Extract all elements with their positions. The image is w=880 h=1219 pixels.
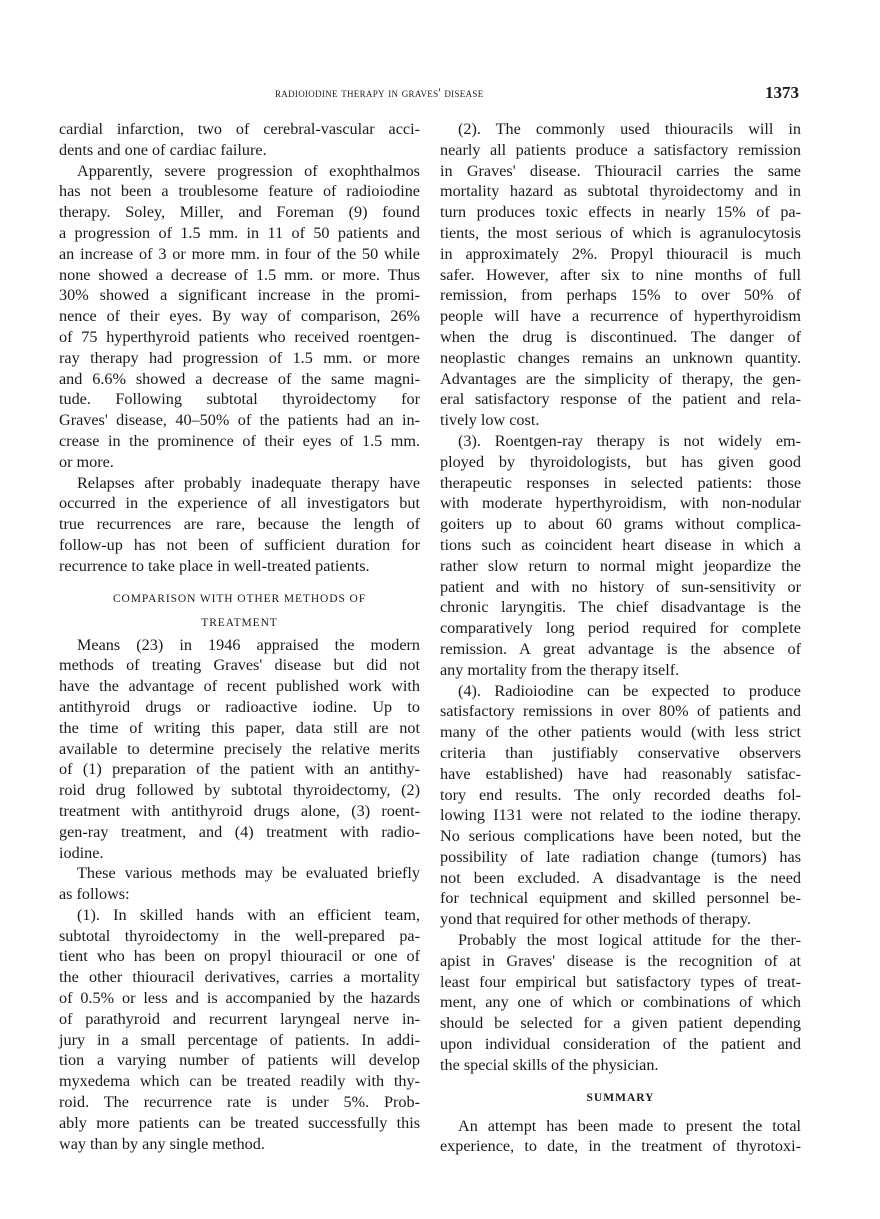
paragraph-relapses bbox=[59, 473, 420, 577]
text-line: roid drug followed by subtotal thyroidectomy, (2) bbox=[59, 781, 420, 800]
text-line: an increase of 3 or more mm. in four of the 50 while bbox=[59, 244, 420, 263]
text-line: possibility of late radiation change (tumors) has bbox=[440, 847, 801, 866]
text-line: therapy. Soley, Miller, and Foreman (9) found bbox=[59, 203, 420, 222]
text-line: satisfactory remissions in over 80% of patients and bbox=[440, 702, 801, 721]
text-line: tory end results. The only recorded deaths fol- bbox=[440, 785, 801, 804]
paragraph-means bbox=[59, 635, 420, 864]
text-line: jury in a small percentage of patients. In addi- bbox=[59, 1030, 420, 1049]
text-line: remission. A great advantage is the absence of bbox=[440, 639, 801, 658]
text-line: subtotal thyroidectomy in the well-prepared pa- bbox=[59, 926, 420, 945]
text-line: tients, the most serious of which is agranulocytosis bbox=[440, 223, 801, 242]
text-line: iodine. bbox=[59, 843, 104, 862]
section-heading-summary: SUMMARY bbox=[586, 1091, 655, 1104]
text-line: not been excluded. A disadvantage is the need bbox=[440, 868, 801, 887]
text-line: follow-up has not been of sufficient duration for bbox=[59, 535, 420, 554]
text-line: gen-ray treatment, and (4) treatment with radio- bbox=[59, 822, 420, 841]
text-line: Probably the most logical attitude for the ther- bbox=[458, 931, 801, 950]
section-heading-comparison bbox=[59, 587, 420, 635]
text-line: a progression of 1.5 mm. in 11 of 50 patients and bbox=[59, 223, 420, 242]
text-line: ment, any one of which or combinations of which bbox=[440, 993, 801, 1012]
text-line: tion a varying number of patients will develop bbox=[59, 1051, 420, 1070]
text-line: experience, to date, in the treatment of thyrotoxi- bbox=[440, 1137, 801, 1156]
text-line: recurrence to take place in well-treated patients. bbox=[59, 556, 370, 575]
text-line: Apparently, severe progression of exophthalmos bbox=[77, 161, 420, 180]
text-line: These various methods may be evaluated briefly bbox=[77, 864, 420, 883]
text-line: myxedema which can be treated readily with thy- bbox=[59, 1072, 420, 1091]
text-line: lowing I131 were not related to the iodine therapy. bbox=[440, 806, 801, 825]
text-line: (3). Roentgen-ray therapy is not widely em- bbox=[458, 431, 801, 450]
text-line: An attempt has been made to present the total bbox=[458, 1116, 801, 1135]
text-line: tient who has been on propyl thiouracil or one of bbox=[59, 947, 420, 966]
text-line: dents and one of cardiac failure. bbox=[59, 140, 267, 159]
text-line: of parathyroid and recurrent laryngeal nerve in- bbox=[59, 1009, 420, 1028]
text-line: chronic laryngitis. The chief disadvantage is the bbox=[440, 598, 801, 617]
paragraph-method-1 bbox=[59, 905, 420, 1155]
paragraph-exophthalmos bbox=[59, 161, 420, 473]
spacer bbox=[59, 577, 420, 587]
running-head-title: radioiodine therapy in graves' disease bbox=[275, 86, 484, 100]
text-line: the other thiouracil derivatives, carries a mortality bbox=[59, 968, 420, 987]
text-line: in approximately 2%. Propyl thiouracil is much bbox=[440, 244, 801, 263]
text-line: 30% showed a significant increase in the promi- bbox=[59, 286, 420, 305]
text-line: (1). In skilled hands with an efficient team, bbox=[77, 905, 420, 924]
text-line: people will have a recurrence of hyperthyroidism bbox=[440, 307, 801, 326]
left-column bbox=[59, 119, 420, 1154]
text-line: Relapses after probably inadequate therapy have bbox=[77, 473, 420, 492]
text-line: methods of treating Graves' disease but did not bbox=[59, 656, 420, 675]
text-line: treatment with antithyroid drugs alone, (3) roent- bbox=[59, 801, 420, 820]
paragraph-logical-attitude bbox=[440, 930, 801, 1076]
text-line: of 75 hyperthyroid patients who received roentgen- bbox=[59, 327, 420, 346]
text-line: tively low cost. bbox=[440, 411, 540, 430]
text-line: Means (23) in 1946 appraised the modern bbox=[77, 635, 420, 654]
text-line: No serious complications have been noted, but the bbox=[440, 827, 801, 846]
text-line: many of the other patients would (with less strict bbox=[440, 723, 801, 742]
spacer bbox=[440, 1076, 801, 1086]
paragraph-continued bbox=[59, 119, 420, 161]
paragraph-method-4 bbox=[440, 681, 801, 931]
text-line: comparatively long period required for complete bbox=[440, 619, 801, 638]
text-line: mortality hazard as subtotal thyroidectomy and in bbox=[440, 182, 801, 201]
text-line: eral satisfactory response of the patient and rela- bbox=[440, 390, 801, 409]
text-line: (4). Radioiodine can be expected to produce bbox=[458, 681, 801, 700]
running-head bbox=[0, 83, 880, 106]
paragraph-summary bbox=[440, 1116, 801, 1158]
text-line: the time of writing this paper, data still are not bbox=[59, 718, 420, 737]
paragraph-methods bbox=[59, 863, 420, 905]
text-line: occurred in the experience of all investigators but bbox=[59, 494, 420, 513]
text-line: nearly all patients produce a satisfactory remission bbox=[440, 140, 801, 159]
text-line: in Graves' disease. Thiouracil carries the same bbox=[440, 161, 801, 180]
text-line: (2). The commonly used thiouracils will in bbox=[458, 120, 801, 138]
text-line: of (1) preparation of the patient with an antithy- bbox=[59, 760, 420, 779]
text-line: nence of their eyes. By way of comparison, 26% bbox=[59, 307, 420, 326]
text-line: rather slow return to normal might jeopardize the bbox=[440, 556, 801, 575]
text-line: neoplastic changes remains an unknown quantity. bbox=[440, 348, 801, 367]
text-line: of 0.5% or less and is accompanied by the hazards bbox=[59, 989, 420, 1008]
text-line: cardial infarction, two of cerebral-vascular acci- bbox=[59, 120, 420, 138]
text-line: antithyroid drugs or radioactive iodine. Up to bbox=[59, 697, 420, 716]
text-line: turn produces toxic effects in nearly 15% of pa- bbox=[440, 203, 801, 222]
text-line: and 6.6% showed a decrease of the same magni- bbox=[59, 369, 420, 388]
text-line: ray therapy had progression of 1.5 mm. or more bbox=[59, 348, 420, 367]
paragraph-method-3 bbox=[440, 431, 801, 681]
text-line: ably more patients can be treated successfully this bbox=[59, 1113, 420, 1132]
text-line: tude. Following subtotal thyroidectomy for bbox=[59, 390, 420, 409]
text-line: criteria than justifiably conservative observers bbox=[440, 743, 801, 762]
text-line: tions such as coincident heart disease in which a bbox=[440, 535, 801, 554]
text-line: the special skills of the physician. bbox=[440, 1055, 659, 1074]
text-line: apist in Graves' disease is the recognition of at bbox=[440, 951, 801, 970]
text-line: roid. The recurrence rate is under 5%. Prob- bbox=[59, 1093, 420, 1112]
text-line: remission, from perhaps 15% to over 50% of bbox=[440, 286, 801, 305]
text-line: Graves' disease, 40–50% of the patients had an in- bbox=[59, 411, 420, 430]
text-line: yond that required for other methods of therapy. bbox=[440, 910, 751, 929]
text-line: Advantages are the simplicity of therapy, the gen- bbox=[440, 369, 801, 388]
page-number: 1373 bbox=[765, 83, 799, 102]
text-line: with moderate hyperthyroidism, with non-nodular bbox=[440, 494, 801, 513]
text-line: true recurrences are rare, because the length of bbox=[59, 515, 420, 534]
text-line: have established) have had reasonably satisfac- bbox=[440, 764, 801, 783]
text-line: way than by any single method. bbox=[59, 1134, 265, 1153]
text-line: should be selected for a given patient depending bbox=[440, 1014, 801, 1033]
text-line: goiters up to about 60 grams without complica- bbox=[440, 515, 801, 534]
text-line: or more. bbox=[59, 452, 114, 471]
text-line: has not been a troublesome feature of radioiodine bbox=[59, 182, 420, 201]
paragraph-method-2 bbox=[440, 119, 801, 431]
text-line: patient and with no history of sun-sensitivity or bbox=[440, 577, 801, 596]
text-line: least four empirical but satisfactory types of treat- bbox=[440, 972, 801, 991]
section-heading-line: COMPARISON WITH OTHER METHODS OF bbox=[112, 592, 367, 605]
text-line: safer. However, after six to nine months of full bbox=[440, 265, 801, 284]
text-line: ployed by thyroidologists, but has given good bbox=[440, 452, 801, 471]
text-line: as follows: bbox=[59, 885, 130, 904]
text-line: have the advantage of recent published work with bbox=[59, 677, 420, 696]
text-line: therapeutic responses in selected patients: those bbox=[440, 473, 801, 492]
text-line: available to determine precisely the relative merits bbox=[59, 739, 420, 758]
section-heading-line: TREATMENT bbox=[201, 616, 278, 629]
text-line: for technical equipment and skilled personnel be- bbox=[440, 889, 801, 908]
text-line: any mortality from the therapy itself. bbox=[440, 660, 680, 679]
text-line: crease in the prominence of their eyes of 1.5 mm. bbox=[59, 431, 420, 450]
right-column bbox=[440, 119, 801, 1157]
text-line: upon individual consideration of the patient and bbox=[440, 1035, 801, 1054]
text-line: when the drug is discontinued. The danger of bbox=[440, 327, 801, 346]
text-line: none showed a decrease of 1.5 mm. or more. Thus bbox=[59, 265, 420, 284]
